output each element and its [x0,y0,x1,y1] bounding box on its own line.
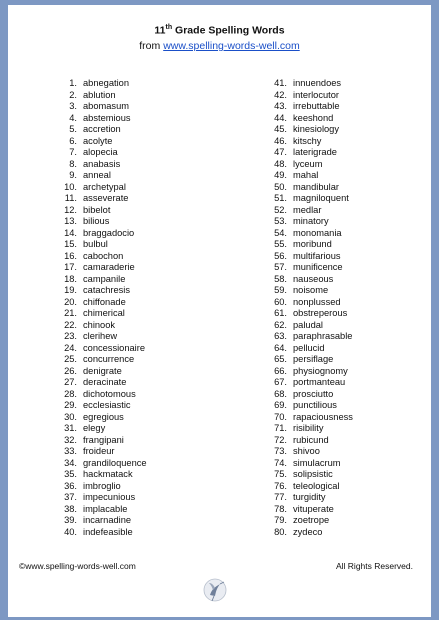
word-list-item [264,89,339,102]
word-list-item [264,285,329,297]
spelling-word: implacable [83,503,128,514]
word-list-item [264,480,340,493]
spelling-word: monomania [293,227,342,238]
word-number: 66. [274,365,287,376]
word-list-item [264,354,334,366]
spelling-word: ecclesiastic [83,400,131,410]
word-number: 45. [274,124,287,134]
word-list-item [54,101,129,113]
word-list-item [264,227,342,240]
spelling-word: kinesiology [293,124,339,134]
word-number: 3. [69,101,77,111]
word-number: 59. [274,285,287,295]
word-number: 35. [64,469,77,479]
spelling-word: alopecia [83,147,118,157]
word-list-item [264,308,348,320]
word-number: 4. [69,112,77,123]
spelling-word: acolyte [83,135,113,146]
word-list-item [54,411,124,424]
word-number: 9. [69,170,77,180]
word-number: 80. [274,526,287,537]
word-number: 17. [64,262,77,272]
word-number: 55. [274,239,287,249]
word-number: 67. [274,377,287,387]
spelling-word: archetypal [83,181,126,192]
word-number: 24. [64,342,77,353]
spelling-word: bilious [83,216,110,226]
word-list-item [54,446,115,458]
word-list-item [264,423,324,435]
word-number: 28. [64,388,77,399]
word-number: 75. [274,469,287,479]
word-list-item [54,250,124,263]
spelling-word: vituperate [293,503,334,514]
word-list-item [54,170,111,182]
word-number: 46. [274,135,287,146]
spelling-word: chinook [83,319,116,330]
word-list-item [54,377,127,389]
word-number: 72. [274,434,287,445]
word-list-left [54,78,147,538]
word-number: 10. [64,181,77,192]
spelling-word: accretion [83,124,121,134]
word-number: 15. [64,239,77,249]
word-number: 23. [64,331,77,341]
word-number: 70. [274,411,287,422]
word-number: 47. [274,147,287,157]
word-list-item [54,331,118,343]
word-number: 51. [274,193,287,203]
word-number: 74. [274,457,287,468]
word-list-item [54,193,129,205]
word-number: 11. [64,193,77,203]
spelling-word: persiflage [293,354,334,364]
word-list-item [264,158,323,171]
spelling-word: solipsistic [293,469,333,479]
spelling-word: zoetrope [293,515,330,525]
word-list-item [54,135,113,148]
word-list-item [264,216,329,228]
word-number: 68. [274,388,287,399]
word-number: 16. [64,250,77,261]
footer-rights: All Rights Reserved. [335,561,413,571]
word-number: 31. [64,423,77,433]
word-list-item [264,457,341,470]
spelling-word: simulacrum [293,457,341,468]
spelling-word: lyceum [293,158,323,169]
word-list-item [54,204,111,217]
word-number: 19. [64,285,77,295]
word-number: 38. [64,503,77,514]
word-number: 58. [274,273,287,284]
spelling-word: medlar [293,204,322,215]
spelling-word: camaraderie [83,262,135,272]
spelling-word: rubicund [293,434,329,445]
spelling-word: bulbul [83,239,108,249]
word-list-item [54,181,126,194]
spelling-word: chimerical [83,308,125,318]
spelling-word: pellucid [293,342,325,353]
spelling-word: dichotomous [83,388,136,399]
spelling-word: deracinate [83,377,127,387]
spelling-word: teleological [293,480,340,491]
spelling-word: keeshond [293,112,334,123]
word-list-item [54,469,133,481]
spelling-word: paraphrasable [293,331,353,341]
website-link[interactable]: www.spelling-words-well.com [163,40,300,52]
word-number: 8. [69,158,77,169]
word-list-item [264,377,346,389]
spelling-word: ablution [83,89,116,100]
word-list-item [264,469,333,481]
word-number: 2. [69,89,77,100]
spelling-word: anneal [83,170,111,180]
spelling-word: clerihew [83,331,118,341]
title-number: 11 [154,24,166,37]
word-number: 48. [274,158,287,169]
word-list-item [54,365,122,378]
spelling-word: shivoo [293,446,320,456]
spelling-word: froideur [83,446,115,456]
spelling-word: kitschy [293,135,322,146]
word-list-item [264,147,337,159]
word-number: 41. [274,78,287,88]
spelling-word: zydeco [293,526,323,537]
spelling-word: bibelot [83,204,111,215]
word-list-item [54,503,128,516]
word-list-item [264,112,334,125]
spelling-word: abstemious [83,112,131,123]
word-list-item [54,227,135,240]
spelling-word: elegy [83,423,106,433]
spelling-word: concurrence [83,354,135,364]
word-number: 57. [274,262,287,272]
word-number: 61. [274,308,287,318]
spelling-word: obstreperous [293,308,348,318]
spelling-word: frangipani [83,434,124,445]
word-list-item [264,250,341,263]
word-list-item [264,193,349,205]
spelling-word: mandibular [293,181,339,192]
subtitle-prefix: from [139,40,164,52]
spelling-word: abomasum [83,101,129,111]
word-list-item [54,296,126,309]
word-number: 79. [274,515,287,525]
word-number: 26. [64,365,77,376]
spelling-word: chiffonade [83,296,126,307]
spelling-word: denigrate [83,365,122,376]
word-list-item [54,342,146,355]
spelling-word: indefeasible [83,526,133,537]
word-list-item [54,457,147,470]
word-list-item [264,273,334,286]
spelling-word: magniloquent [293,193,349,203]
word-list-item [264,135,322,148]
word-number: 40. [64,526,77,537]
word-number: 36. [64,480,77,491]
word-number: 73. [274,446,287,456]
spelling-word: anabasis [83,158,121,169]
word-number: 29. [64,400,77,410]
word-list-item [54,515,132,527]
word-list-item [54,78,130,90]
word-list-item [54,388,136,401]
word-number: 63. [274,331,287,341]
word-list-item [264,319,323,332]
word-list-item [54,492,136,504]
spelling-word: noisome [293,285,329,295]
word-list-item [54,147,118,159]
spelling-word: incarnadine [83,515,132,525]
spelling-word: moribund [293,239,332,249]
spelling-word: irrebuttable [293,101,340,111]
word-number: 37. [64,492,77,502]
word-list-item [54,239,108,251]
word-number: 54. [274,227,287,238]
word-list-item [264,170,319,182]
word-number: 69. [274,400,287,410]
word-list-item [264,434,329,447]
word-list-item [54,319,116,332]
word-list-item [264,526,323,539]
word-list-item [54,216,110,228]
word-list-item [54,285,131,297]
word-number: 21. [64,308,77,318]
word-number: 53. [274,216,287,226]
word-number: 13. [64,216,77,226]
word-list-item [264,411,353,424]
word-list-item [54,423,106,435]
word-number: 78. [274,503,287,514]
spelling-word: munificence [293,262,343,272]
spelling-word: imbroglio [83,480,121,491]
word-number: 1. [69,78,77,88]
word-number: 42. [274,89,287,100]
spelling-word: abnegation [83,78,130,88]
word-list-item [54,158,121,171]
word-list-item [54,308,125,320]
hummingbird-logo-icon [203,575,227,603]
word-list-item [54,112,131,125]
spelling-word: catachresis [83,285,131,295]
word-number: 12. [64,204,77,215]
word-number: 25. [64,354,77,364]
word-number: 5. [69,124,77,134]
word-number: 43. [274,101,287,111]
word-number: 60. [274,296,287,307]
word-number: 52. [274,204,287,215]
word-list-item [264,388,334,401]
word-number: 49. [274,170,287,180]
word-list-item [54,434,124,447]
word-list-item [264,296,341,309]
word-list-item [54,124,121,136]
word-number: 7. [69,147,77,157]
word-number: 22. [64,319,77,330]
word-number: 27. [64,377,77,387]
word-list-item [264,400,337,412]
word-list-item [264,515,330,527]
word-list-item [264,101,340,113]
spelling-word: prosciutto [293,388,334,399]
word-number: 39. [64,515,77,525]
title-superscript: th [165,24,173,31]
word-number: 62. [274,319,287,330]
word-number: 14. [64,227,77,238]
word-list-item [54,273,126,286]
word-number: 6. [69,135,77,146]
word-list-item [54,262,135,274]
spelling-word: innuendoes [293,78,342,88]
worksheet-page [8,5,431,617]
title-text: Grade Spelling Words [172,24,285,37]
page-title [8,24,431,37]
spelling-word: concessionaire [83,342,146,353]
word-list-item [264,204,322,217]
spelling-word: egregious [83,411,124,422]
spelling-word: rapaciousness [293,411,353,422]
spelling-word: cabochon [83,250,124,261]
word-number: 76. [274,480,287,491]
word-list-item [264,239,332,251]
word-list-item [54,89,116,102]
word-number: 50. [274,181,287,192]
word-list-item [54,480,121,493]
spelling-word: hackmatack [83,469,133,479]
word-list-right [264,78,353,538]
spelling-word: laterigrade [293,147,337,157]
word-list-item [264,503,334,516]
spelling-word: paludal [293,319,323,330]
word-list-item [264,492,326,504]
word-number: 56. [274,250,287,261]
word-number: 71. [274,423,287,433]
spelling-word: physiognomy [293,365,348,376]
spelling-word: asseverate [83,193,129,203]
word-number: 64. [274,342,287,353]
word-number: 65. [274,354,287,364]
spelling-word: multifarious [293,250,341,261]
spelling-word: minatory [293,216,329,226]
word-list-item [54,400,131,412]
spelling-word: braggadocio [83,227,135,238]
spelling-word: punctilious [293,400,337,410]
word-number: 33. [64,446,77,456]
spelling-word: impecunious [83,492,136,502]
word-list-item [264,365,348,378]
word-number: 34. [64,457,77,468]
word-list-item [264,181,339,194]
spelling-word: grandiloquence [83,457,147,468]
word-list-item [264,124,339,136]
spelling-word: turgidity [293,492,326,502]
page-subtitle [8,40,431,52]
word-number: 18. [64,273,77,284]
spelling-word: interlocutor [293,89,339,100]
spelling-word: risibility [293,423,324,433]
word-list-item [264,446,320,458]
spelling-word: mahal [293,170,319,180]
spelling-word: nauseous [293,273,334,284]
word-number: 30. [64,411,77,422]
word-number: 77. [274,492,287,502]
word-number: 20. [64,296,77,307]
spelling-word: portmanteau [293,377,346,387]
word-list-item [264,262,343,274]
word-number: 32. [64,434,77,445]
word-number: 44. [274,112,287,123]
word-list-item [54,526,133,539]
word-list-item [264,331,353,343]
word-list-item [264,78,342,90]
footer-copyright: ©www.spelling-words-well.com [19,561,136,571]
word-list-item [54,354,135,366]
spelling-word: nonplussed [293,296,341,307]
word-list-item [264,342,325,355]
spelling-word: campanile [83,273,126,284]
